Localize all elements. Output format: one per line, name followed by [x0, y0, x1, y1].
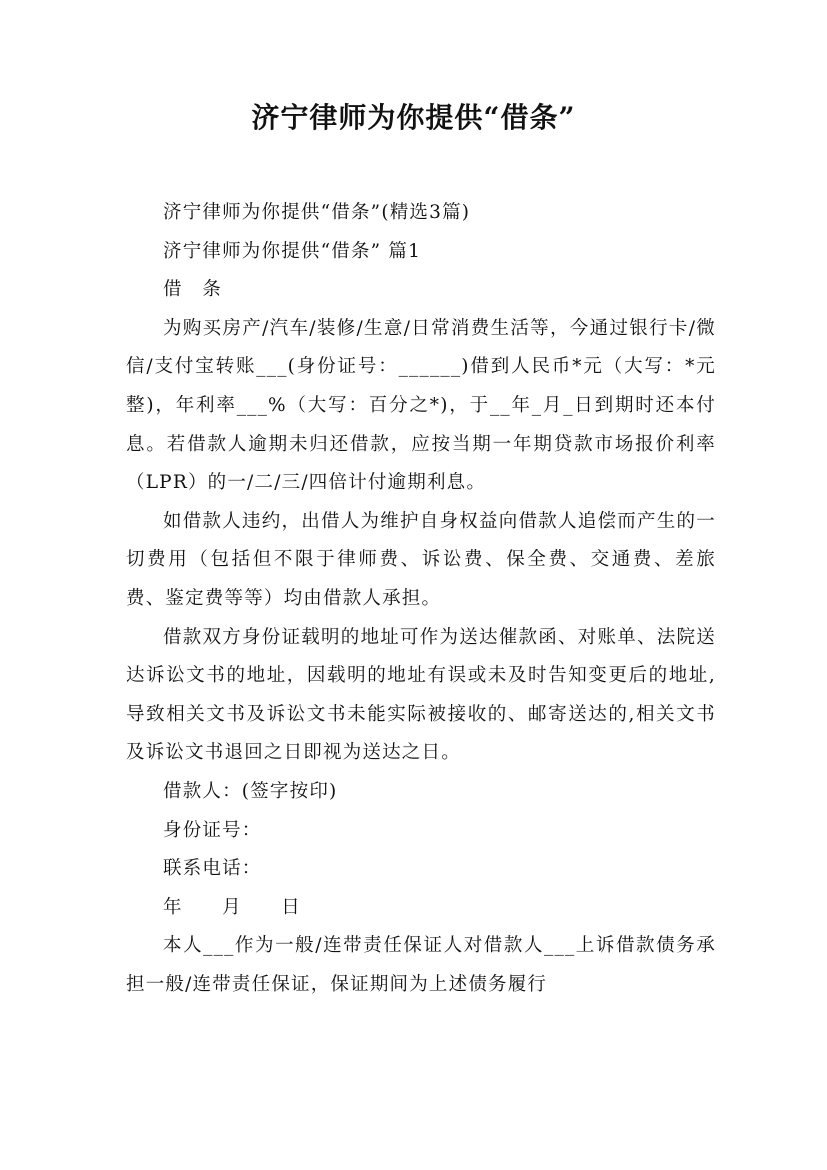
document-body [126, 194, 716, 1004]
id-number-line: 身份证号： [163, 819, 262, 841]
collection-heading: 济宁律师为你提供“借条”(精选3篇) [163, 202, 471, 223]
borrower-signature-line: 借款人：(签字按印) [163, 780, 338, 802]
guarantor-paragraph: 本人___作为一般/连带责任保证人对借款人___上诉借款债务承担一般/连带责任保证，保证期间为上述债务履行 [126, 935, 716, 995]
phone-line: 联系电话： [163, 858, 262, 880]
section-heading: 济宁律师为你提供“借条” 篇1 [163, 240, 422, 262]
loan-terms-paragraph: 为购买房产/汽车/装修/生意/日常消费生活等，今通过银行卡/微信/支付宝转账___(身份证号：______)借到人民币*元（大写：*元整)，年利率___%（大写：百分之*)，于__年_月_日到期时还本付息。若借款人逾期未归还借款，应按当期一年期贷款市场报价利率（LPR）的一/二/三/四倍计付逾期利息。 [126, 317, 716, 494]
service-address-paragraph: 借款双方身份证载明的地址可作为送达催款函、对账单、法院送达诉讼文书的地址，因载明的地址有误或未及时告知变更后的地址,导致相关文书及诉讼文书未能实际被接收的、邮寄送达的,相关文书及诉讼文书退回之日即视为送达之日。 [126, 626, 716, 764]
breach-costs-paragraph: 如借款人违约，出借人为维护自身权益向借款人追偿而产生的一切费用（包括但不限于律师费、诉讼费、保全费、交通费、差旅费、鉴定费等等）均由借款人承担。 [126, 510, 716, 609]
document-title: 济宁律师为你提供“借条” [251, 101, 576, 134]
date-line: 年 月 日 [163, 896, 301, 918]
iou-heading: 借 条 [163, 279, 223, 301]
